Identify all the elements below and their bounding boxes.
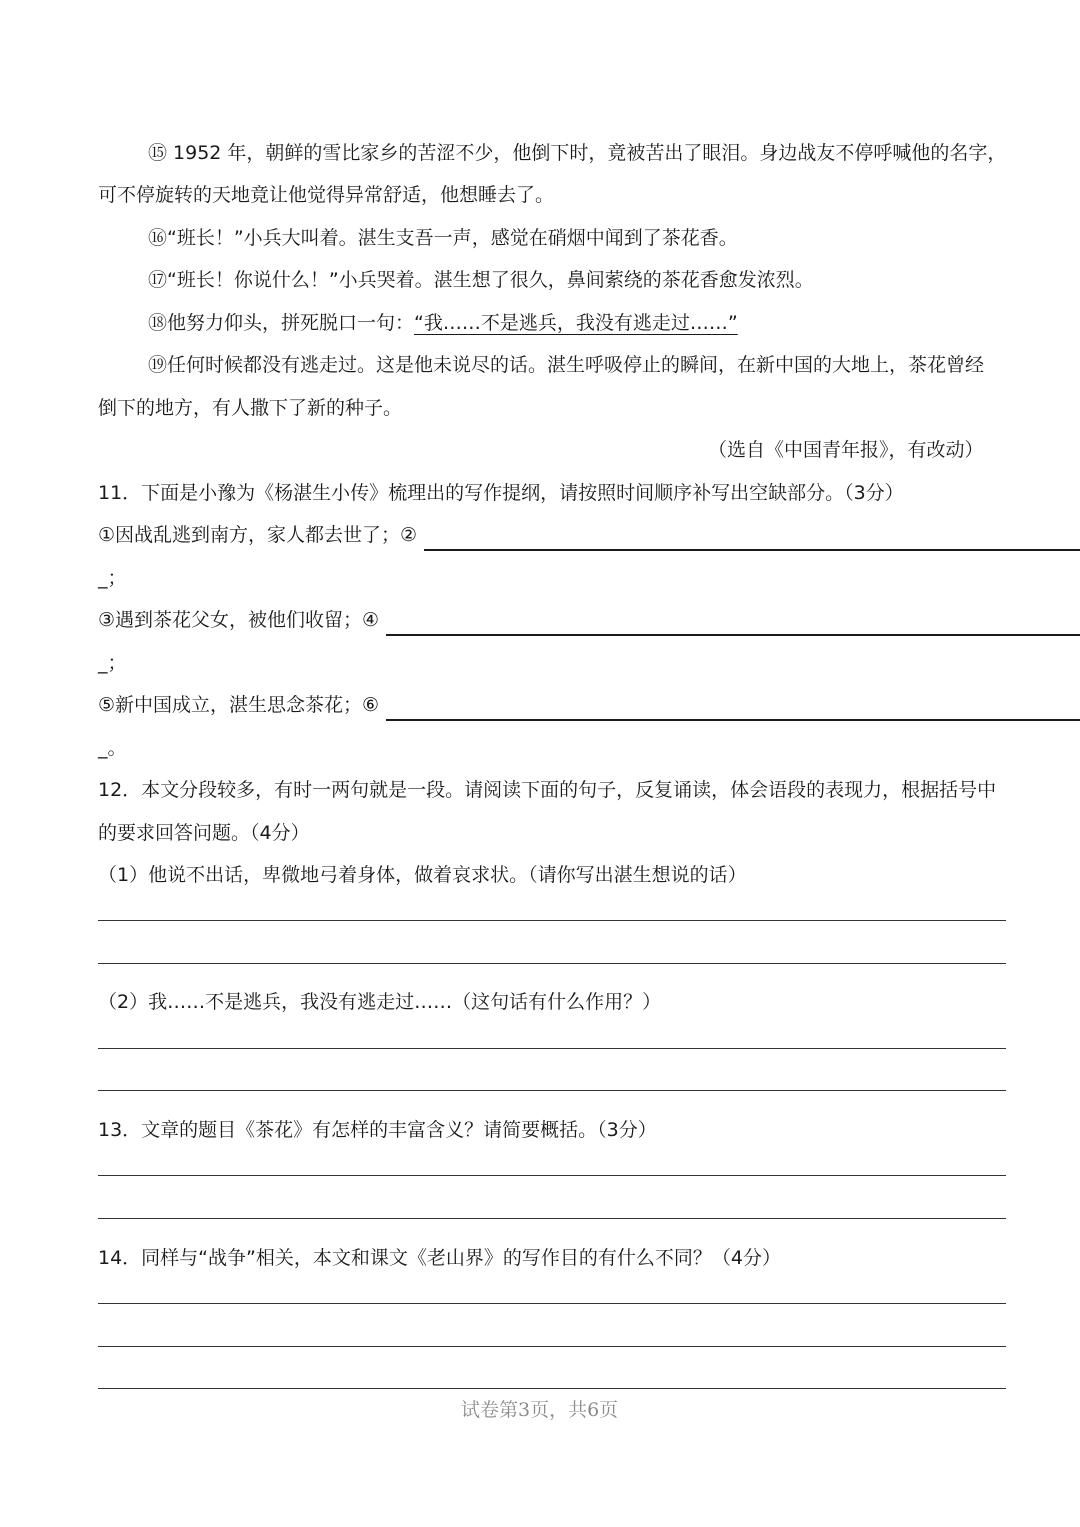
paragraph-18-lead: ⑱他努力仰头，拼死脱口一句： [148, 312, 415, 334]
answer-line[interactable] [98, 1048, 1006, 1049]
question-12-sub-1: （1）他说不出话，卑微地弓着身体，做着哀求状。（请你写出湛生想说的话） [98, 864, 747, 886]
answer-line[interactable] [98, 1175, 1006, 1176]
question-11-item-5: ⑤新中国成立，湛生思念茶花；⑥ [98, 694, 380, 716]
paragraph-17: ⑰“班长！你说什么！”小兵哭着。湛生想了很久，鼻间萦绕的茶花香愈发浓烈。 [148, 269, 814, 291]
answer-blank-2[interactable] [424, 549, 1080, 551]
answer-line[interactable] [98, 1090, 1006, 1091]
question-12-stem-line-1: 12．本文分段较多，有时一两句就是一段。请阅读下面的句子，反复诵读，体会语段的表现力，根据括号中 [98, 779, 997, 801]
answer-blank-4[interactable] [386, 634, 1080, 636]
source-note: （选自《中国青年报》，有改动） [708, 439, 984, 461]
page-number: 试卷第3页，共6页 [461, 1399, 619, 1421]
question-14-stem: 14．同样与“战争”相关，本文和课文《老山界》的写作目的有什么不同？（4分） [98, 1247, 781, 1269]
underlined-quote: “我……不是逃兵，我没有逃走过……” [414, 312, 738, 334]
paragraph-15-line-2: 可不停旋转的天地竟让他觉得异常舒适，他想睡去了。 [98, 184, 555, 206]
answer-blank-6[interactable] [386, 719, 1080, 721]
question-12-sub-2: （2）我……不是逃兵，我没有逃走过……（这句话有什么作用？） [98, 991, 662, 1013]
paragraph-15-line-1: ⑮ 1952 年，朝鲜的雪比家乡的苦涩不少，他倒下时，竟被苦出了眼泪。身边战友不停呼喊他的名字， [148, 142, 1007, 164]
answer-line[interactable] [98, 1218, 1006, 1219]
paragraph-19-line-1: ⑲任何时候都没有逃走过。这是他未说尽的话。湛生呼吸停止的瞬间，在新中国的大地上，茶花曾经 [148, 354, 985, 376]
blank-end-2: _； [98, 652, 127, 674]
paragraph-18 [148, 311, 738, 335]
answer-line[interactable] [98, 1388, 1006, 1389]
answer-line[interactable] [98, 1303, 1006, 1304]
question-11-item-1: ①因战乱逃到南方，家人都去世了；② [98, 524, 418, 546]
question-13-stem: 13．文章的题目《茶花》有怎样的丰富含义？请简要概括。（3分） [98, 1119, 657, 1141]
blank-end-3: _。 [98, 737, 127, 759]
question-11-stem: 11．下面是小豫为《杨湛生小传》梳理出的写作提纲，请按照时间顺序补写出空缺部分。（3分） [98, 482, 904, 504]
question-12-stem-line-2: 的要求回答问题。（4分） [98, 822, 310, 844]
answer-line[interactable] [98, 1346, 1006, 1347]
question-11-item-3: ③遇到茶花父女，被他们收留；④ [98, 609, 380, 631]
paragraph-16: ⑯“班长！”小兵大叫着。湛生支吾一声，感觉在硝烟中闻到了茶花香。 [148, 227, 738, 249]
answer-line[interactable] [98, 963, 1006, 964]
paragraph-19-line-2: 倒下的地方，有人撒下了新的种子。 [98, 397, 403, 419]
blank-end-1: _； [98, 567, 127, 589]
answer-line[interactable] [98, 920, 1006, 921]
